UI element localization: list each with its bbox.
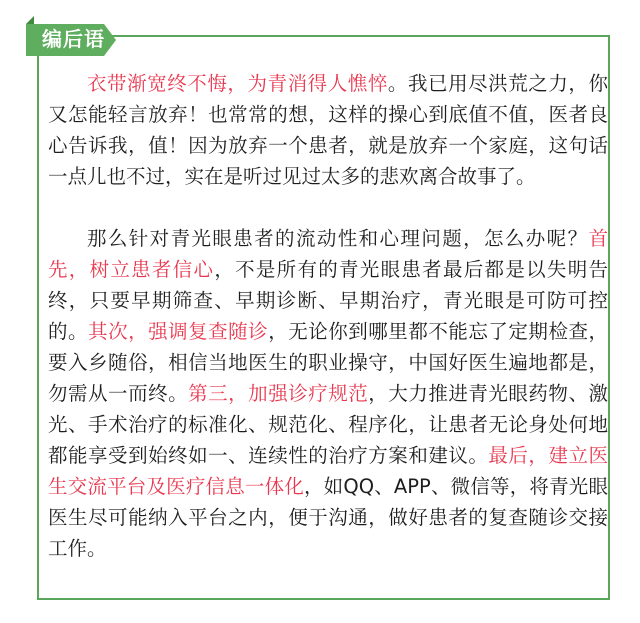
- paragraph-2-intro: 那么针对青光眼患者的流动性和心理问题，怎么办呢？: [87, 227, 589, 250]
- paragraph-2: [48, 223, 608, 564]
- highlight-finally: 最后，建立医生交流平台及医疗信息一体化: [48, 444, 608, 498]
- highlight-first: 首先，树立患者信心: [48, 227, 608, 281]
- highlight-second: 其次，强调复查随诊: [88, 320, 269, 343]
- paragraph-1: [48, 68, 608, 192]
- paragraph-2-text-1: ，不是所有的青光眼患者最后都是以失明告终，只要早期筛查、早期诊断、早期治疗，青光眼是可防可控的。: [48, 258, 608, 343]
- paragraph-2-text-2: ，无论你到哪里都不能忘了定期检查，要入乡随俗，相信当地医生的职业操守，中国好医生遍地都是，勿需从一而终。: [48, 320, 608, 405]
- article-body: [48, 68, 608, 564]
- highlight-quote: 衣带渐宽终不悔，为青消得人憔悴: [87, 72, 388, 95]
- editor-note-label: 编后语: [42, 27, 105, 51]
- highlight-third: 第三，加强诊疗规范: [188, 382, 369, 405]
- paragraph-2-text-4: ，如QQ、APP、微信等，将青光眼医生尽可能纳入平台之内，便于沟通，做好患者的复查随诊交接工作。: [48, 475, 608, 560]
- editor-note-tag: [26, 16, 116, 64]
- paragraph-2-text-3: ，大力推进青光眼药物、激光、手术治疗的标准化、规范化、程序化，让患者无论身处何地都能享受到始终如一、连续性的治疗方案和建议。: [48, 382, 608, 467]
- paragraph-1-text: 。我已用尽洪荒之力，你又怎能轻言放弃！也常常的想，这样的操心到底值不值，医者良心告诉我，值！因为放弃一个患者，就是放弃一个家庭，这句话一点儿也不过，实在是听过见过太多的悲欢离合故事了。: [48, 72, 608, 188]
